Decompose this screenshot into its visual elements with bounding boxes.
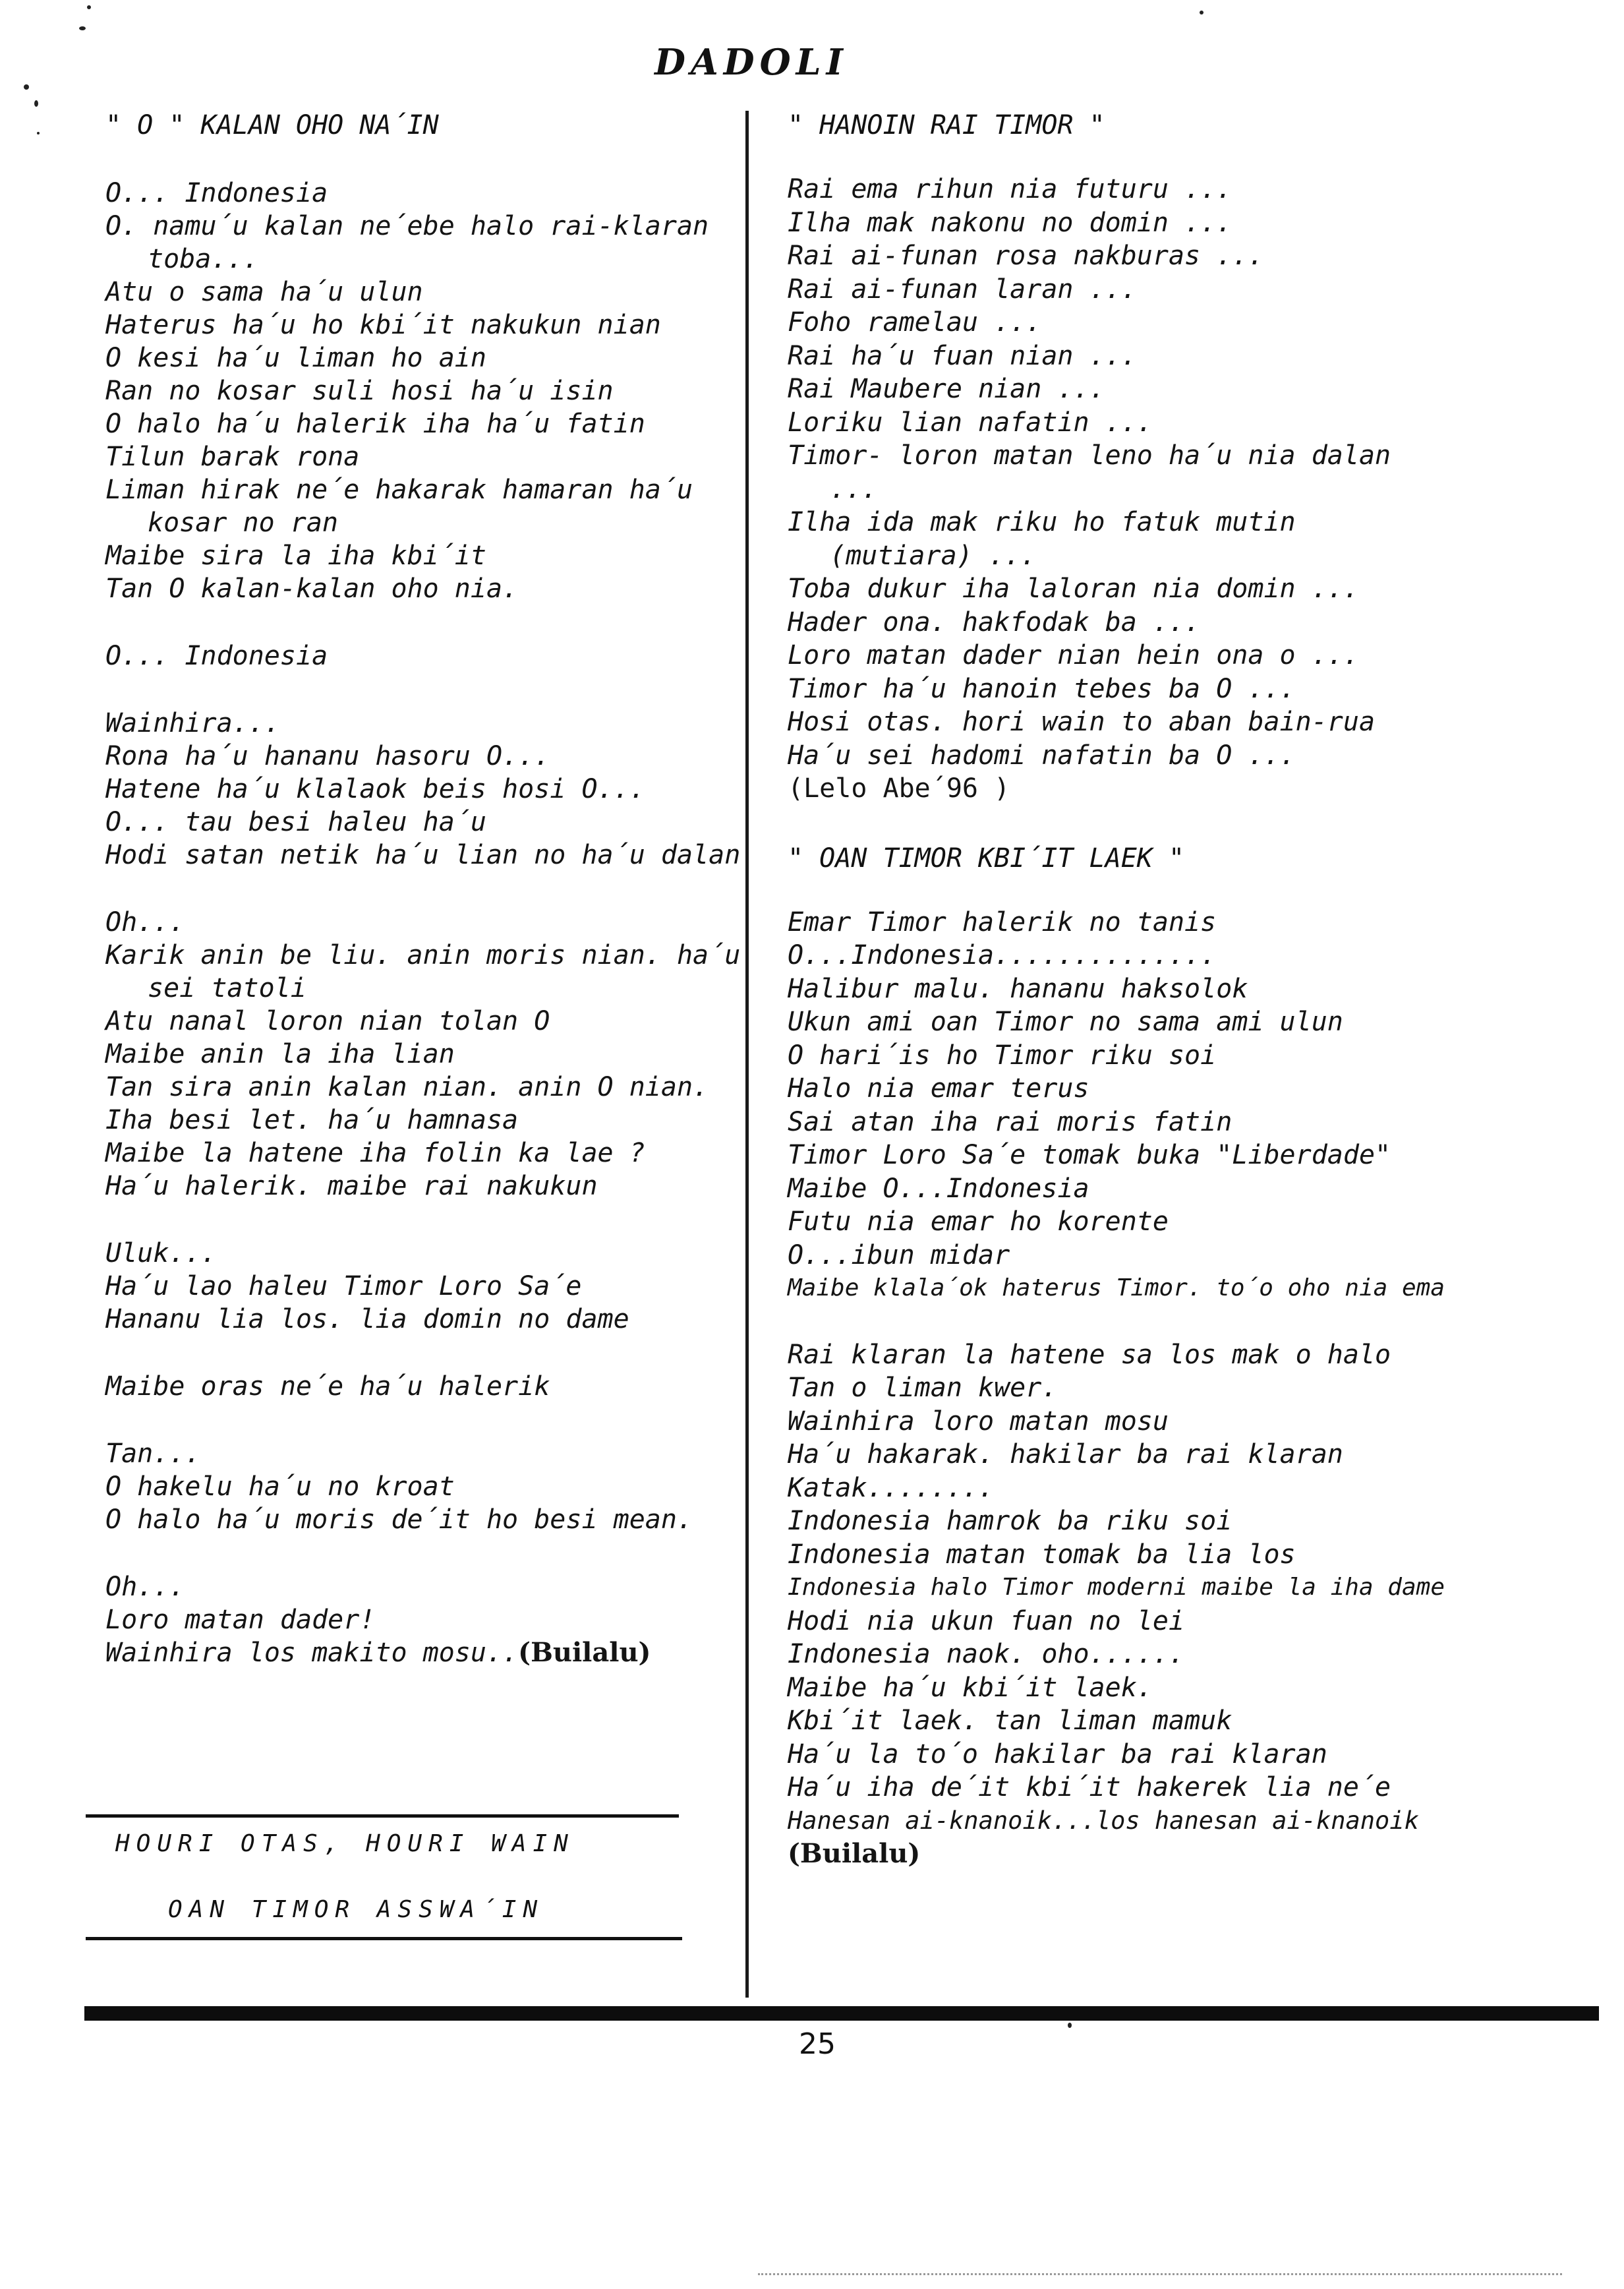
poem-line: Katak........ xyxy=(788,1472,995,1503)
poem-line: O... Indonesia xyxy=(105,178,328,208)
poem-line: Rai ema rihun nia futuru ... xyxy=(788,174,1232,204)
poem-line: Loro matan dader! xyxy=(105,1605,376,1635)
poem-line: Halo nia emar terus xyxy=(788,1073,1089,1104)
poem-line xyxy=(105,1636,738,1669)
left-column xyxy=(105,105,741,1669)
poem-line: O... Indonesia xyxy=(105,641,328,671)
stanza xyxy=(105,639,738,672)
poem-line: O hari´is ho Timor riku soi xyxy=(788,1040,1217,1071)
poem-line: Loro matan dader nian hein ona o ... xyxy=(788,640,1359,670)
poem-line: Maibe anin la iha lian xyxy=(105,1039,455,1069)
poem-line: Hanesan ai-knanoik...los hanesan ai-knanoik xyxy=(788,1806,1419,1835)
poem-line: Ran no kosar suli hosi ha´u isin xyxy=(105,376,614,406)
scan-speck xyxy=(87,5,91,9)
poem-line: Halibur malu. hananu haksolok xyxy=(788,973,1248,1004)
poem-line: Emar Timor halerik no tanis xyxy=(788,907,1217,937)
poem-line: Rai ha´u fuan nian ... xyxy=(788,340,1137,371)
stanza xyxy=(105,707,741,872)
poem-line: Tan sira anin kalan nian. anin O nian. xyxy=(105,1072,709,1102)
poem-line: Ha´u halerik. maibe rai nakukun xyxy=(105,1171,598,1201)
poem-line: O. namu´u kalan ne´ebe halo rai-klaran toba... xyxy=(105,211,709,274)
scan-speck xyxy=(37,132,40,134)
box-line-2: OAN TIMOR ASSWA´IN xyxy=(168,1896,544,1923)
poem-body xyxy=(105,177,741,1669)
poem-line: Maibe la hatene iha folin ka lae ? xyxy=(105,1138,645,1168)
poem-line: Maibe klala´ok haterus Timor. to´o oho nia ema xyxy=(788,1274,1445,1301)
poem-title: " O " KALAN OHO NA´IN xyxy=(105,110,439,140)
poem-line: Toba dukur iha laloran nia domin ... xyxy=(788,574,1359,604)
poem-line: Indonesia hamrok ba riku soi xyxy=(788,1506,1232,1536)
poem-line: Loriku lian nafatin ... xyxy=(788,407,1153,438)
stanza xyxy=(105,177,738,605)
poem-line: Maibe oras ne´e ha´u halerik xyxy=(105,1371,550,1402)
poem-line: Ha´u hakarak. hakilar ba rai klaran xyxy=(788,1439,1343,1470)
poem-title: " OAN TIMOR KBI´IT LAEK " xyxy=(788,843,1185,874)
poem-line: Tan... xyxy=(105,1439,201,1469)
poem-line: Futu nia emar ho korente xyxy=(788,1206,1169,1237)
stanza xyxy=(105,1370,738,1403)
page-number: 25 xyxy=(799,2027,836,2061)
poem-line: Ilha ida mak riku ho fatuk mutin (mutiara) ... xyxy=(788,507,1296,571)
poem-line: Tilun barak rona xyxy=(105,442,360,472)
poem-line: (Lelo Abe´96 ) xyxy=(788,773,1010,804)
stanza xyxy=(788,1338,1572,1871)
scan-speck xyxy=(24,84,29,90)
poem-line: Uluk... xyxy=(105,1238,217,1268)
poem-line: Hatene ha´u klalaok beis hosi O... xyxy=(105,774,645,804)
poem-line: Maibe ha´u kbi´it laek. xyxy=(788,1672,1153,1703)
poem-line: Tan O kalan-kalan oho nia. xyxy=(105,574,519,604)
poem-line: O hakelu ha´u no kroat xyxy=(105,1472,455,1502)
poem-line: Ha´u iha de´it kbi´it hakerek lia ne´e xyxy=(788,1772,1391,1802)
scan-speck xyxy=(79,26,86,30)
page-title: DADOLI xyxy=(654,41,848,83)
stanza xyxy=(788,906,1572,1305)
poem-line: Hader ona. hakfodak ba ... xyxy=(788,607,1201,638)
poem-author: (Builalu) xyxy=(788,1838,921,1869)
poem-line: Oh... xyxy=(105,1572,185,1602)
poem-line: Rai Maubere nian ... xyxy=(788,374,1105,404)
poem-line: Sai atan iha rai moris fatin xyxy=(788,1106,1232,1137)
poem-line: Foho ramelau ... xyxy=(788,307,1042,338)
poem-line: Indonesia naok. oho...... xyxy=(788,1639,1185,1669)
poem-line: Tan o liman kwer. xyxy=(788,1373,1058,1403)
poem-line: Kbi´it laek. tan liman mamuk xyxy=(788,1706,1232,1736)
poem-line: Rai klaran la hatene sa los mak o halo xyxy=(788,1339,1391,1370)
poem-line: O kesi ha´u liman ho ain xyxy=(105,343,486,373)
box-top-rule xyxy=(86,1814,679,1818)
poem-line: Karik anin be liu. anin moris nian. ha´u sei tatoli xyxy=(105,940,741,1003)
poem-line: O...Indonesia.............. xyxy=(788,940,1217,970)
poem-author: (Builalu) xyxy=(518,1637,651,1668)
poem-line: Haterus ha´u ho kbi´it nakukun nian xyxy=(105,310,661,340)
poem-line: Indonesia matan tomak ba lia los xyxy=(788,1539,1296,1570)
poem-line: Indonesia halo Timor moderni maibe la iha dame xyxy=(788,1574,1445,1601)
poem-line: Timor Loro Sa´e tomak buka "Liberdade" xyxy=(788,1140,1391,1170)
box-bottom-rule xyxy=(86,1937,682,1940)
scan-speck xyxy=(1068,2023,1072,2028)
poem-line: O halo ha´u halerik iha ha´u fatin xyxy=(105,409,645,439)
poem-line: Ha´u sei hadomi nafatin ba O ... xyxy=(788,740,1296,771)
poem-line: Atu o sama ha´u ulun xyxy=(105,277,423,307)
footer-rule xyxy=(84,2006,1599,2021)
scan-speck xyxy=(34,100,38,107)
poem-line: Timor ha´u hanoin tebes ba O ... xyxy=(788,673,1296,704)
poem-line: O... tau besi haleu ha´u xyxy=(105,807,486,837)
box-line-1: HOURI OTAS, HOURI WAIN xyxy=(115,1830,575,1857)
poem-line: Timor- loron matan leno ha´u nia dalan ... xyxy=(788,440,1391,504)
right-column xyxy=(788,105,1572,1871)
poem-line: Hosi otas. hori wain to aban bain-rua xyxy=(788,707,1376,737)
poem-line: Iha besi let. ha´u hamnasa xyxy=(105,1105,519,1135)
scan-speck xyxy=(1200,11,1204,15)
poem-line: O...ibun midar xyxy=(788,1239,1010,1270)
stanza xyxy=(105,1570,738,1669)
poem-line: Hodi satan netik ha´u lian no ha´u dalan xyxy=(105,840,741,870)
poem-line: Atu nanal loron nian tolan O xyxy=(105,1006,550,1036)
stanza xyxy=(105,1437,738,1536)
scan-noise xyxy=(758,2273,1562,2275)
poem-body xyxy=(788,173,1572,806)
stanza xyxy=(105,906,741,1203)
poem-line: Hananu lia los. lia domin no dame xyxy=(105,1304,629,1334)
poem-line: Wainhira... xyxy=(105,708,280,738)
poem-title: " HANOIN RAI TIMOR " xyxy=(788,110,1105,140)
column-divider xyxy=(745,111,749,1998)
poem-line: Ilha mak nakonu no domin ... xyxy=(788,207,1232,238)
stanza xyxy=(105,1237,738,1336)
poem-line: Liman hirak ne´e hakarak hamaran ha´u kosar no ran xyxy=(105,475,693,538)
poem-line: Ha´u lao haleu Timor Loro Sa´e xyxy=(105,1271,582,1301)
poem-line: Hodi nia ukun fuan no lei xyxy=(788,1605,1185,1636)
poem-body xyxy=(788,906,1572,1871)
poem-line: Rona ha´u hananu hasoru O... xyxy=(105,741,550,771)
poem-line: Rai ai-funan rosa nakburas ... xyxy=(788,241,1264,271)
poem-line: O halo ha´u moris de´it ho besi mean. xyxy=(105,1504,693,1535)
poem-line: Ha´u la to´o hakilar ba rai klaran xyxy=(788,1739,1327,1769)
poem-line: Oh... xyxy=(105,907,185,937)
poem-line: Rai ai-funan laran ... xyxy=(788,274,1137,305)
poem-line: Wainhira loro matan mosu xyxy=(788,1406,1169,1437)
poem-line: Maibe sira la iha kbi´it xyxy=(105,541,486,571)
poem-line: Maibe O...Indonesia xyxy=(788,1173,1089,1204)
poem-line-text: Wainhira los makito mosu.. xyxy=(105,1638,519,1668)
poem-line: Ukun ami oan Timor no sama ami ulun xyxy=(788,1007,1343,1037)
